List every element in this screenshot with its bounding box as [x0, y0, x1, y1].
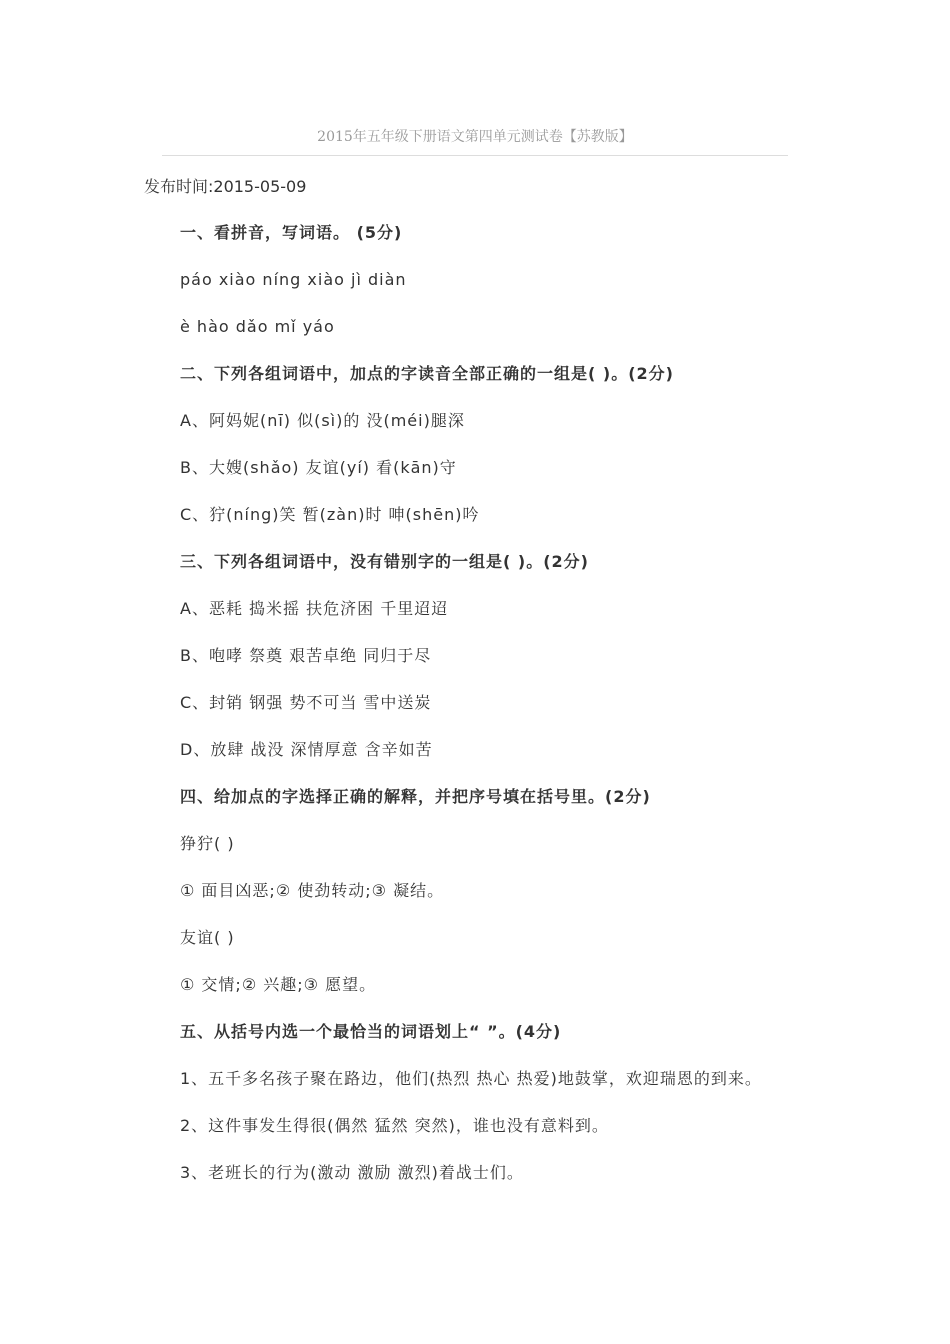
- answer-option: C、封销 钢强 势不可当 雪中送炭: [180, 693, 432, 712]
- question-sentence: 1、五千多名孩子聚在路边，他们(热烈 热心 热爱)地鼓掌，欢迎瑞恩的到来。: [180, 1069, 762, 1088]
- pinyin-line: è hào dǎo mǐ yáo: [180, 317, 335, 336]
- section-heading: 四、给加点的字选择正确的解释，并把序号填在括号里。(2分): [180, 787, 651, 806]
- answer-option: A、恶耗 捣米摇 扶危济困 千里迢迢: [180, 599, 449, 618]
- answer-option: B、咆哮 祭奠 艰苦卓绝 同归于尽: [180, 646, 432, 665]
- document-title: 2015年五年级下册语文第四单元测试卷【苏教版】: [317, 129, 633, 145]
- section-heading: 三、下列各组词语中，没有错别字的一组是( )。(2分): [180, 552, 589, 571]
- section-heading: 一、看拼音，写词语。 (5分): [180, 223, 403, 242]
- question-sentence: 3、老班长的行为(激动 激励 激烈)着战士们。: [180, 1163, 524, 1182]
- section-heading: 五、从括号内选一个最恰当的词语划上“ ”。(4分): [180, 1022, 562, 1041]
- answer-option: D、放肆 战没 深情厚意 含辛如苦: [180, 740, 433, 759]
- definition-options: ① 面目凶恶;② 使劲转动;③ 凝结。: [180, 881, 445, 900]
- definition-options: ① 交情;② 兴趣;③ 愿望。: [180, 975, 377, 994]
- pinyin-line: páo xiào níng xiào jì diàn: [180, 270, 407, 289]
- title-divider: [162, 155, 788, 156]
- answer-option: C、狞(níng)笑 暂(zàn)时 呻(shēn)吟: [180, 505, 480, 524]
- question-word: 狰狞( ): [180, 834, 235, 853]
- document-body: [180, 221, 880, 1208]
- answer-option: B、大嫂(shǎo) 友谊(yí) 看(kān)守: [180, 458, 457, 477]
- section-heading: 二、下列各组词语中，加点的字读音全部正确的一组是( )。(2分): [180, 364, 674, 383]
- question-sentence: 2、这件事发生得很(偶然 猛然 突然)，谁也没有意料到。: [180, 1116, 609, 1135]
- question-word: 友谊( ): [180, 928, 235, 947]
- publish-date: 发布时间:2015-05-09: [144, 177, 307, 196]
- answer-option: A、阿妈妮(nī) 似(sì)的 没(méi)腿深: [180, 411, 465, 430]
